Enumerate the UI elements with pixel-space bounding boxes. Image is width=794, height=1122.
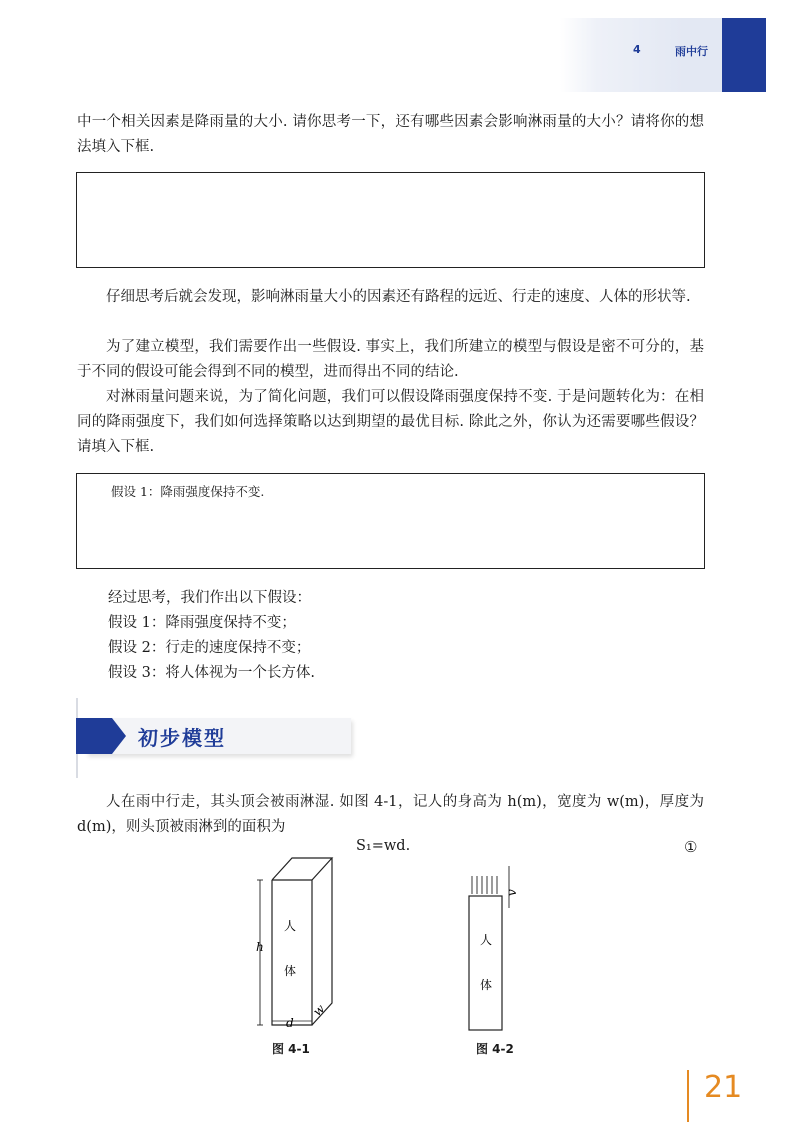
figure-4-1-caption: 图 4-1: [272, 1042, 310, 1056]
equation-number: ①: [684, 838, 698, 856]
section-heading: [76, 698, 281, 778]
fig1-label-bottom: 体: [284, 964, 297, 978]
assumptions-intro: 经过思考，我们作出以下假设：: [108, 590, 311, 606]
paragraph-model: 人在雨中行走，其头顶会被雨淋湿. 如图 4-1，记人的身高为 h(m)，宽度为 w(m)，厚度为 d(m)，则头顶被雨淋到的面积为: [77, 794, 704, 835]
paragraph-intro: 中一个相关因素是降雨量的大小. 请你思考一下，还有哪些因素会影响淋雨量的大小？请将你的想法填入下框.: [77, 114, 704, 155]
figure-4-1-diagram: [250, 855, 340, 1035]
answer-box-2-text: 假设 1：降雨强度保持不变.: [111, 484, 265, 499]
fig1-h-label: h: [256, 940, 264, 954]
paragraph-rainfall: 对淋雨量问题来说，为了简化问题，我们可以假设降雨强度保持不变. 于是问题转化为：在相同的降雨强度下，我们如何选择策略以达到期望的最优目标. 除此之外，你认为还需要哪些假设？请填入下框.: [77, 389, 704, 455]
chapter-number: 4: [633, 43, 641, 56]
figure-4-2-caption: 图 4-2: [476, 1042, 514, 1056]
assumption-2: 假设 2：行走的速度保持不变；: [108, 640, 311, 656]
fig2-label-top: 人: [480, 933, 493, 947]
fig1-w-label: w: [310, 1001, 328, 1019]
section-title: 初步模型: [138, 726, 226, 750]
section-arrow-icon: [76, 718, 126, 754]
answer-box-1[interactable]: [76, 172, 705, 268]
assumption-1: 假设 1：降雨强度保持不变；: [108, 615, 296, 631]
header-accent-bar: [722, 18, 766, 92]
fig1-d-label: d: [286, 1016, 294, 1030]
equation-area: S₁=wd.: [356, 838, 411, 854]
fig2-v-label: v: [505, 889, 519, 896]
chapter-title: 雨中行: [675, 45, 708, 58]
paragraph-modeling: 为了建立模型，我们需要作出一些假设. 事实上，我们所建立的模型与假设是密不可分的，基于不同的假设可能会得到不同的模型，进而得出不同的结论.: [77, 339, 704, 380]
answer-box-2[interactable]: [76, 473, 705, 569]
assumption-3: 假设 3：将人体视为一个长方体.: [108, 665, 315, 681]
fig2-label-bottom: 体: [480, 978, 493, 992]
paragraph-factors: 仔细思考后就会发现，影响淋雨量大小的因素还有路程的远近、行走的速度、人体的形状等.: [106, 289, 691, 305]
fig1-label-top: 人: [284, 919, 297, 933]
page-number-rule: [687, 1070, 689, 1122]
page-number: 21: [704, 1070, 743, 1105]
figure-4-2-diagram: [460, 862, 530, 1032]
